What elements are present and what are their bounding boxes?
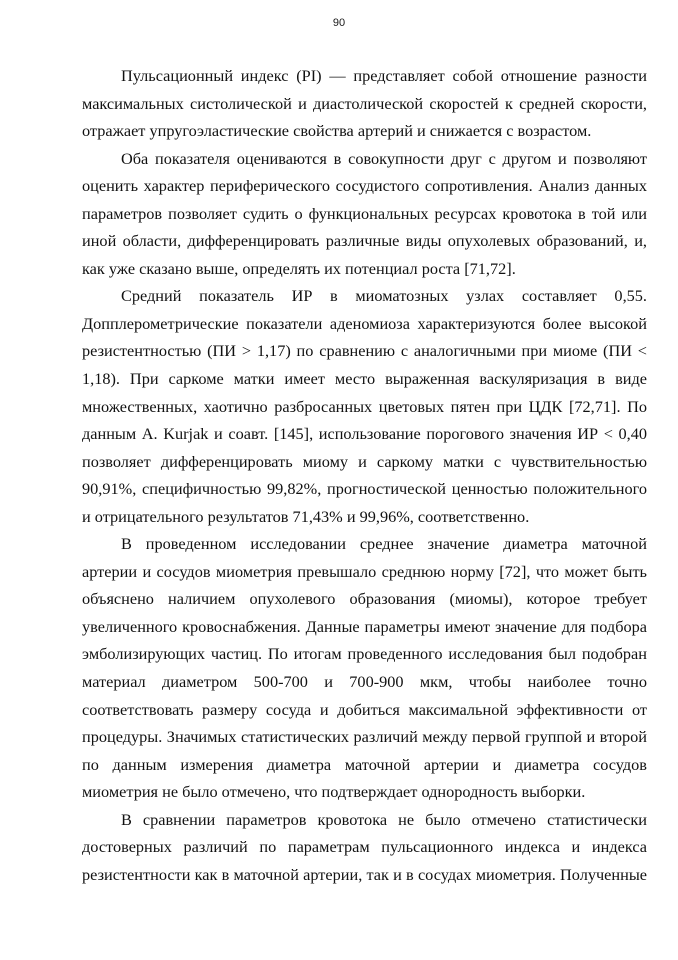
paragraph-blood-flow-comparison: В сравнении параметров кровотока не было отмечено статистически достоверных различий по параметрам пульсационного индекса и индекса резистентности как в маточной артерии, так и в сосудах миометрия. Полученные: [82, 809, 647, 884]
paragraph-indicators-assessment: Оба показателя оцениваются в совокупности друг с другом и позволяют оценить характер периферического сосудистого сопротивления. Анализ данных параметров позволяет судить о функциональных ресурсах кровотока в той или иной области, дифференцировать различные виды опухолевых образований, и, как уже сказано выше, определять их потенциал роста [71,72].: [82, 148, 647, 278]
paragraph-pulsatility-index: Пульсационный индекс (PI) — представляет собой отношение разности максимальных систолической и диастолической скоростей к средней скорости, отражает упругоэластические свойства артерий и снижается с возрастом.: [82, 66, 647, 141]
paragraph-resistance-index-values: Средний показатель ИР в миоматозных узлах составляет 0,55. Допплерометрические показатели аденомиоза характеризуются более высокой резистентностью (ПИ > 1,17) по сравнению с аналогичными при миоме (ПИ < 1,18). При саркоме матки имеет место выраженная васкуляризация в виде множественных, хаотично разбросанных цветовых пятен при ЦДК [72,71]. По данным A. Kurjak и соавт. [145], использование порогового значения ИР < 0,40 позволяет дифференцировать миому и саркому матки с чувствительностью 90,91%, специфичностью 99,82%, прогностической ценностью положительного и отрицательного результатов 71,43% и 99,96%, соответственно.: [82, 286, 647, 526]
page-number: 90: [332, 17, 346, 29]
paragraph-artery-diameter-study: В проведенном исследовании среднее значение диаметра маточной артерии и сосудов миометрия превышало среднюю норму [72], что может быть объяснено наличием опухолевого образования (миомы), которое требует увеличенного кровоснабжения. Данные параметры имеют значение для подбора эмболизирующих частиц. По итогам проведенного исследования был подобран материал диаметром 500-700 и 700-900 мкм, чтобы наиболее точно соответствовать размеру сосуда и добиться максимальной эффективности от процедуры. Значимых статистических различий между первой группой и второй по данным измерения диаметра маточной артерии и диаметра сосудов миометрия не было отмечено, что подтверждает однородность выборки.: [82, 534, 647, 802]
body-text: [82, 62, 647, 888]
